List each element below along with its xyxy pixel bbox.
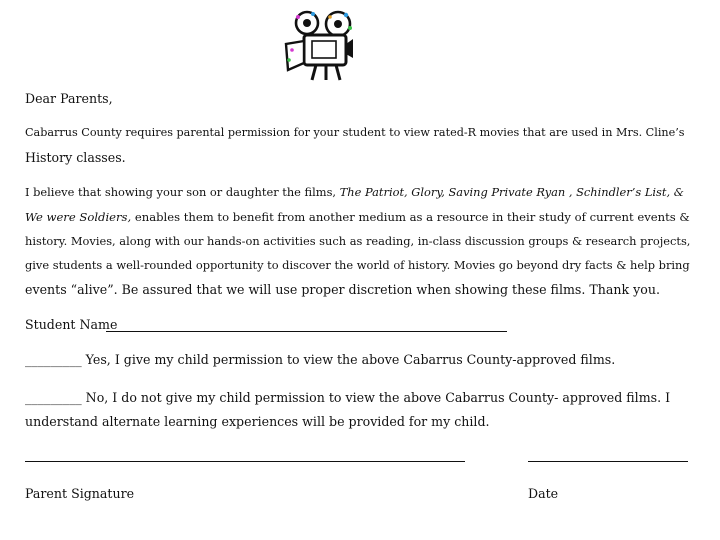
film-titles: We were Soldiers,	[25, 210, 132, 224]
paragraph-1-line: History classes.	[25, 150, 126, 165]
yes-checkbox-blank[interactable]: _________	[25, 352, 82, 367]
paragraph-2-line: history. Movies, along with our hands-on activities such as reading, in-class discussion groups & research projects,	[25, 234, 691, 248]
film-titles: The Patriot, Glory, Saving Private Ryan , Schindler’s List, &	[339, 185, 684, 199]
parent-signature-line[interactable]	[25, 461, 465, 462]
paragraph-2-line	[25, 187, 684, 198]
paragraph-1-line: Cabarrus County requires parental permission for your student to view rated-R movies that are used in Mrs. Cline’s	[25, 126, 685, 139]
paragraph-2-line	[25, 212, 690, 224]
greeting: Dear Parents,	[25, 91, 113, 106]
date-label: Date	[528, 486, 559, 501]
no-option-continued: understand alternate learning experiences will be provided for my child.	[25, 414, 490, 429]
paragraph-2-line: events “alive”. Be assured that we will use proper discretion when showing these films. Thank you.	[25, 282, 660, 297]
yes-option	[25, 354, 615, 367]
paragraph-2-text: enables them to benefit from another medium as a resource in their study of current events &	[131, 210, 690, 224]
no-option-text: No, I do not give my child permission to view the above Cabarrus County- approved films. I	[81, 390, 671, 405]
no-checkbox-blank[interactable]: _________	[25, 390, 82, 405]
no-option	[25, 392, 670, 405]
date-line[interactable]	[528, 461, 688, 462]
movie-camera-icon	[280, 8, 358, 84]
paragraph-2-text: I believe that showing your son or daughter the films,	[25, 185, 340, 199]
student-name-line[interactable]	[106, 331, 507, 332]
paragraph-2-line: give students a well-rounded opportunity to discover the world of history. Movies go beyond dry facts & help bring	[25, 258, 690, 272]
student-name-label: Student Name	[25, 317, 118, 332]
parent-signature-label: Parent Signature	[25, 486, 135, 501]
yes-option-text: Yes, I give my child permission to view the above Cabarrus County-approved films.	[81, 352, 616, 367]
